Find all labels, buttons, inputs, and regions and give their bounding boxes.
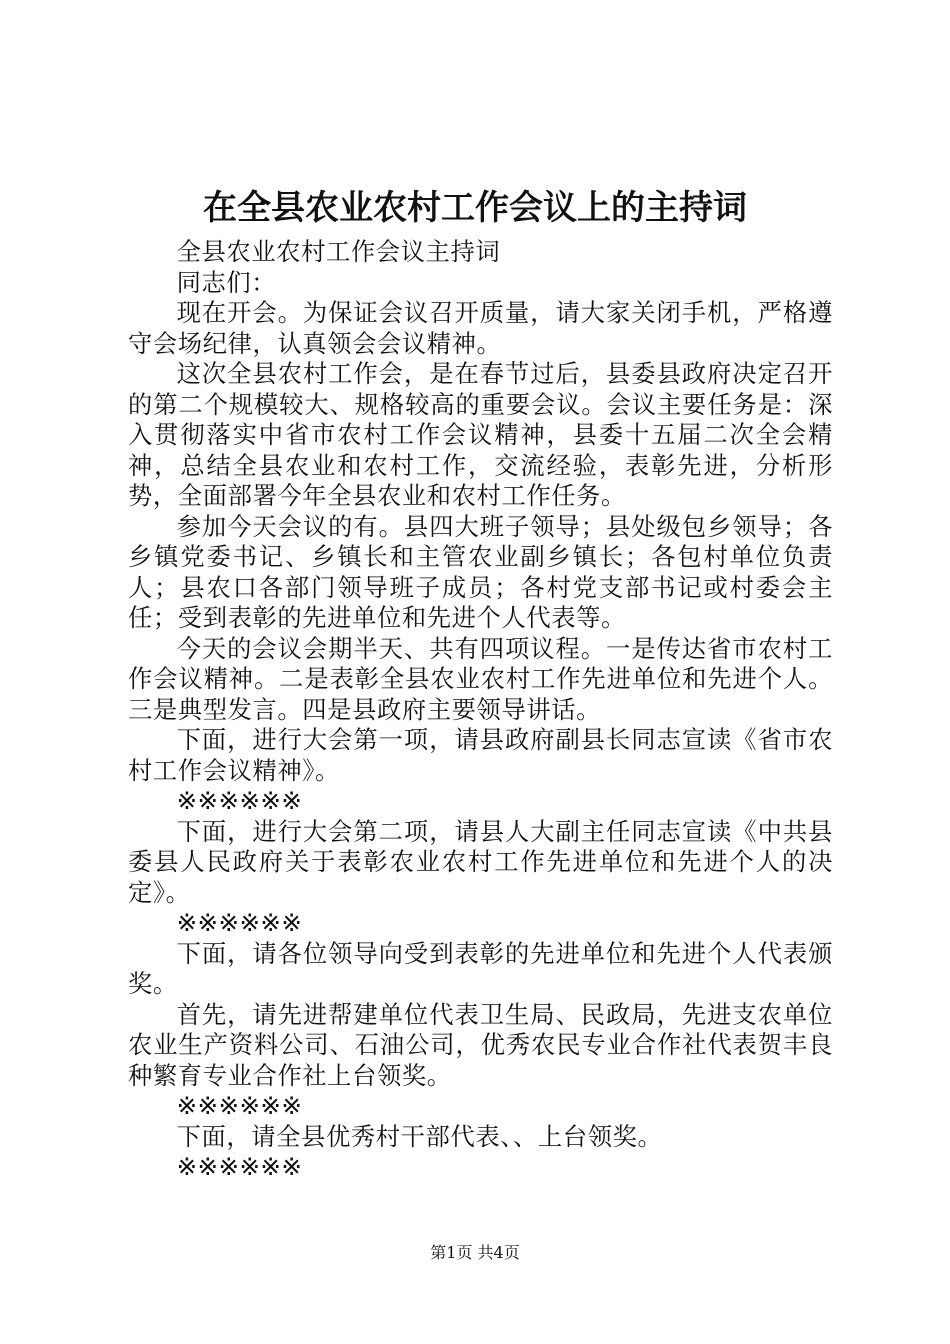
separator-marks: ※※※※※※ [176,1152,303,1181]
paragraph: 下面，进行大会第二项，请县人大副主任同志宣读《中共县委县人民政府关于表彰农业农村工作先进单位和先进个人的决定》。 [128,816,833,907]
separator-marks: ※※※※※※ [176,908,303,937]
page-title: 在全县农业农村工作会议上的主持词 [203,188,747,228]
paragraph: 下面，请各位领导向受到表彰的先进单位和先进个人代表颁奖。 [128,938,833,998]
paragraph: 首先，请先进帮建单位代表卫生局、民政局，先进支农单位农业生产资料公司、石油公司，优秀农民专业合作社代表贺丰良种繁育专业合作社上台领奖。 [128,999,833,1090]
paragraph: 这次全县农村工作会，是在春节过后，县委县政府决定召开的第二个规模较大、规格较高的重要会议。会议主要任务是：深入贯彻落实中省市农村工作会议精神，县委十五届二次全会精神，总结全县农业和农村工作，交流经验，表彰先进，分析形势，全面部署今年全县农业和农村工作任务。 [128,359,833,510]
page-number: 第1页 共4页 [430,1243,520,1262]
paragraph: 参加今天会议的有。县四大班子领导；县处级包乡领导；各乡镇党委书记、乡镇长和主管农业副乡镇长；各包村单位负责人；县农口各部门领导班子成员；各村党支部书记或村委会主任；受到表彰的先进单位和先进个人代表等。 [128,511,833,632]
separator-marks: ※※※※※※ [176,786,303,815]
document-body [128,237,833,1183]
separator-marks: ※※※※※※ [176,1091,303,1120]
paragraph: 同志们： [176,267,277,297]
paragraph: 下面，进行大会第一项，请县政府副县长同志宣读《省市农村工作会议精神》。 [128,725,833,785]
paragraph: 今天的会议会期半天、共有四项议程。一是传达省市农村工作会议精神。二是表彰全县农业农村工作先进单位和先进个人。三是典型发言。四是县政府主要领导讲话。 [128,633,833,724]
paragraph: 下面，请全县优秀村干部代表、、上台领奖。 [176,1121,663,1151]
paragraph: 现在开会。为保证会议召开质量，请大家关闭手机，严格遵守会场纪律，认真领会会议精神。 [128,298,833,358]
paragraph: 全县农业农村工作会议主持词 [176,237,501,266]
